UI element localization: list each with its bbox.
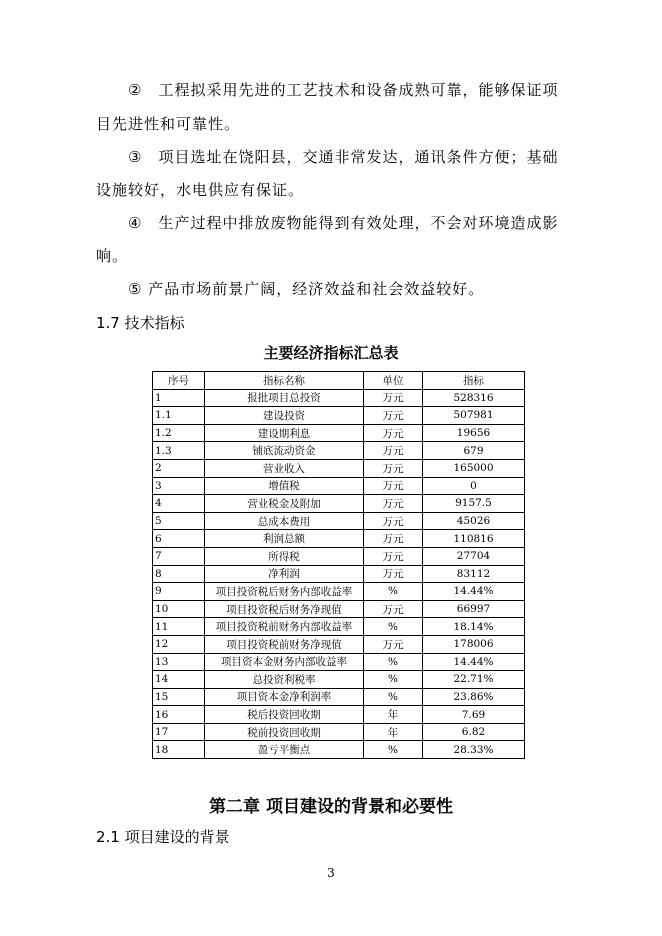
cell-name: 税前投资回收期 [205, 723, 364, 741]
table-row [153, 495, 525, 513]
table-row [153, 600, 525, 618]
header-unit: 单位 [364, 372, 423, 390]
cell-name: 项目资本金财务内部收益率 [205, 653, 364, 671]
cell-value: 0 [423, 477, 525, 495]
cell-unit: 万元 [364, 565, 423, 583]
cell-unit: 万元 [364, 600, 423, 618]
table-row [153, 442, 525, 460]
cell-unit: 年 [364, 723, 423, 741]
cell-unit: % [364, 741, 423, 759]
paragraph-3-line-1: ③ 项目选址在饶阳县，交通非常发达，通讯条件方便；基础 [128, 148, 559, 166]
cell-no: 4 [153, 495, 205, 513]
cell-unit: 万元 [364, 477, 423, 495]
cell-name: 盈亏平衡点 [205, 741, 364, 759]
cell-unit: 万元 [364, 635, 423, 653]
paragraph-2-line-2: 目先进性和可靠性。 [96, 115, 241, 133]
cell-name: 建设投资 [205, 407, 364, 425]
cell-value: 507981 [423, 407, 525, 425]
cell-value: 110816 [423, 530, 525, 548]
table-row [153, 723, 525, 741]
cell-no: 10 [153, 600, 205, 618]
cell-name: 铺底流动资金 [205, 442, 364, 460]
cell-name: 增值税 [205, 477, 364, 495]
cell-no: 7 [153, 547, 205, 565]
cell-no: 1.2 [153, 424, 205, 442]
chapter-title: 第二章 项目建设的背景和必要性 [209, 797, 453, 817]
cell-unit: 万元 [364, 442, 423, 460]
cell-unit: 万元 [364, 547, 423, 565]
cell-value: 679 [423, 442, 525, 460]
cell-name: 建设期利息 [205, 424, 364, 442]
cell-name: 项目资本金净利润率 [205, 688, 364, 706]
cell-unit: % [364, 653, 423, 671]
cell-unit: 万元 [364, 389, 423, 407]
cell-value: 6.82 [423, 723, 525, 741]
table-row [153, 653, 525, 671]
table-row [153, 477, 525, 495]
header-name: 指标名称 [205, 372, 364, 390]
cell-value: 83112 [423, 565, 525, 583]
cell-value: 14.44% [423, 653, 525, 671]
cell-value: 22.71% [423, 671, 525, 689]
table-row [153, 547, 525, 565]
cell-value: 14.44% [423, 583, 525, 601]
paragraph-5: ⑤ 产品市场前景广阔，经济效益和社会效益较好。 [128, 280, 485, 298]
table-row [153, 583, 525, 601]
cell-no: 8 [153, 565, 205, 583]
cell-no: 16 [153, 706, 205, 724]
cell-value: 18.14% [423, 618, 525, 636]
table-row [153, 688, 525, 706]
cell-no: 11 [153, 618, 205, 636]
cell-unit: 万元 [364, 459, 423, 477]
cell-name: 项目投资税前财务内部收益率 [205, 618, 364, 636]
cell-no: 1.1 [153, 407, 205, 425]
cell-name: 项目投资税后财务净现值 [205, 600, 364, 618]
cell-no: 12 [153, 635, 205, 653]
table-row [153, 459, 525, 477]
cell-no: 3 [153, 477, 205, 495]
cell-no: 6 [153, 530, 205, 548]
cell-name: 总成本费用 [205, 512, 364, 530]
table-row [153, 530, 525, 548]
cell-value: 178006 [423, 635, 525, 653]
cell-value: 28.33% [423, 741, 525, 759]
cell-no: 2 [153, 459, 205, 477]
cell-value: 165000 [423, 459, 525, 477]
cell-name: 所得税 [205, 547, 364, 565]
cell-value: 23.86% [423, 688, 525, 706]
cell-unit: % [364, 583, 423, 601]
header-value: 指标 [423, 372, 525, 390]
cell-unit: 万元 [364, 530, 423, 548]
table-row [153, 407, 525, 425]
cell-no: 13 [153, 653, 205, 671]
cell-no: 18 [153, 741, 205, 759]
table-row [153, 565, 525, 583]
table-row [153, 741, 525, 759]
cell-value: 528316 [423, 389, 525, 407]
cell-no: 1.3 [153, 442, 205, 460]
cell-unit: 万元 [364, 424, 423, 442]
paragraph-3-line-2: 设施较好，水电供应有保证。 [96, 181, 305, 199]
page-number: 3 [327, 866, 335, 880]
cell-name: 税后投资回收期 [205, 706, 364, 724]
paragraph-4-line-2: 响。 [96, 247, 129, 265]
economic-indicators-table [152, 371, 525, 759]
cell-unit: 万元 [364, 495, 423, 513]
cell-name: 净利润 [205, 565, 364, 583]
cell-no: 5 [153, 512, 205, 530]
table-body [153, 389, 525, 758]
cell-value: 19656 [423, 424, 525, 442]
cell-name: 利润总额 [205, 530, 364, 548]
cell-value: 7.69 [423, 706, 525, 724]
section-heading-2-1: 2.1 项目建设的背景 [96, 828, 230, 846]
cell-unit: % [364, 671, 423, 689]
table-row [153, 635, 525, 653]
paragraph-2-line-1: ② 工程拟采用先进的工艺技术和设备成熟可靠，能够保证项 [128, 81, 559, 99]
cell-no: 17 [153, 723, 205, 741]
table-row [153, 512, 525, 530]
cell-no: 9 [153, 583, 205, 601]
table-row [153, 706, 525, 724]
table-row [153, 389, 525, 407]
paragraph-4-line-1: ④ 生产过程中排放废物能得到有效处理，不会对环境造成影 [128, 214, 559, 232]
section-heading-1-7: 1.7 技术指标 [96, 314, 185, 332]
cell-unit: % [364, 688, 423, 706]
cell-name: 项目投资税前财务净现值 [205, 635, 364, 653]
table-row [153, 671, 525, 689]
cell-no: 14 [153, 671, 205, 689]
cell-unit: 万元 [364, 512, 423, 530]
cell-no: 15 [153, 688, 205, 706]
cell-name: 营业税金及附加 [205, 495, 364, 513]
cell-name: 营业收入 [205, 459, 364, 477]
table-row [153, 618, 525, 636]
header-no: 序号 [153, 372, 205, 390]
cell-name: 项目投资税后财务内部收益率 [205, 583, 364, 601]
table-header-row [153, 372, 525, 390]
cell-name: 总投资利税率 [205, 671, 364, 689]
table-row [153, 424, 525, 442]
table-title: 主要经济指标汇总表 [263, 344, 399, 362]
cell-value: 66997 [423, 600, 525, 618]
cell-value: 9157.5 [423, 495, 525, 513]
cell-no: 1 [153, 389, 205, 407]
cell-unit: 万元 [364, 407, 423, 425]
cell-unit: % [364, 618, 423, 636]
cell-value: 45026 [423, 512, 525, 530]
cell-name: 报批项目总投资 [205, 389, 364, 407]
cell-unit: 年 [364, 706, 423, 724]
cell-value: 27704 [423, 547, 525, 565]
